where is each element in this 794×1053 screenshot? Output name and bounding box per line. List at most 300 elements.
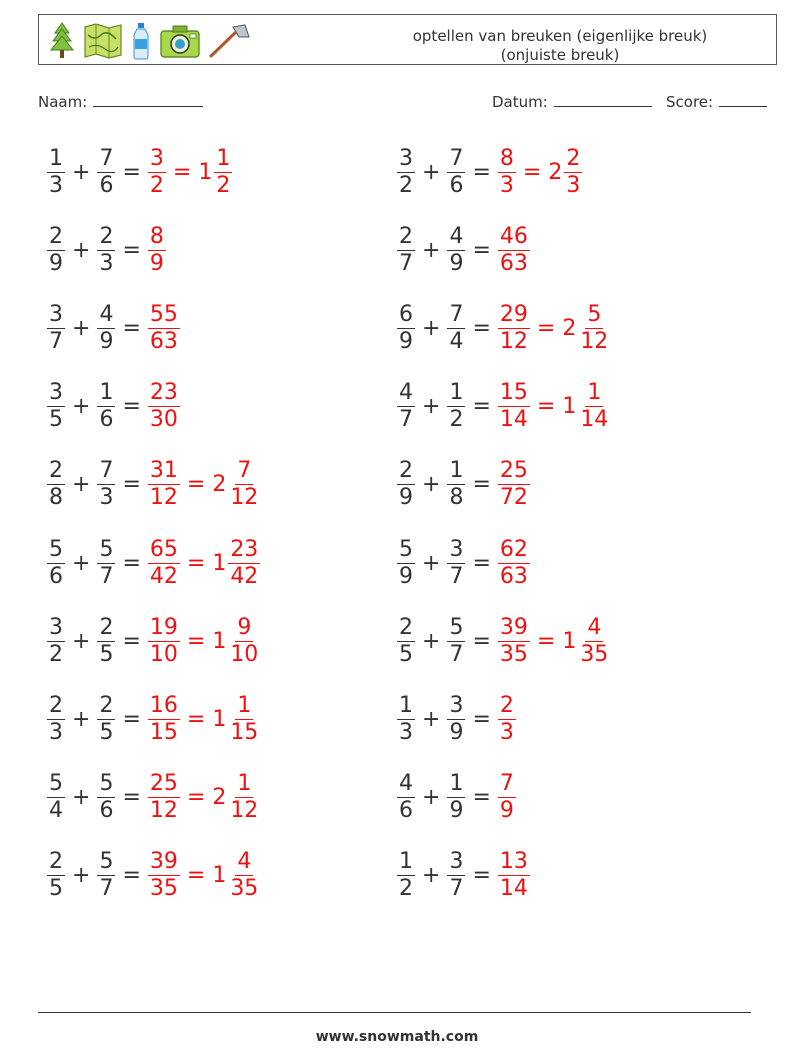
addend-1-numerator: 2 <box>49 849 63 875</box>
mixed-whole: 2 <box>212 785 227 811</box>
answer-fraction-denominator: 10 <box>149 641 178 667</box>
addend-1-denominator: 2 <box>399 876 413 902</box>
equals-sign: = <box>472 159 491 185</box>
addend-2-denominator: 3 <box>99 250 114 276</box>
mixed-fraction-denominator: 12 <box>230 485 259 511</box>
problem-11 <box>45 533 262 593</box>
equals-sign: = <box>122 159 141 185</box>
addend-2-numerator: 1 <box>449 771 464 797</box>
addend-2-numerator: 2 <box>99 614 114 640</box>
mixed-fraction <box>228 459 260 510</box>
addend-2 <box>97 381 115 432</box>
mixed-whole: 1 <box>212 628 227 654</box>
addend-1-numerator: 4 <box>399 771 413 797</box>
answer-fraction-denominator: 14 <box>499 876 528 902</box>
addend-1-denominator: 9 <box>399 485 413 511</box>
addend-2 <box>97 538 115 589</box>
equals-sign: = <box>472 394 491 420</box>
answer-fraction-numerator: 15 <box>499 380 528 406</box>
equals-sign: = <box>472 315 491 341</box>
plus-sign: + <box>422 628 441 654</box>
problem-9 <box>45 455 262 515</box>
addend-1-numerator: 5 <box>49 771 63 797</box>
mixed-fraction-numerator: 9 <box>237 614 252 640</box>
mixed-fraction <box>228 616 260 667</box>
mixed-fraction-numerator: 2 <box>566 145 581 171</box>
equals-sign-mixed: = <box>186 785 206 811</box>
mixed-fraction <box>214 147 232 198</box>
addend-2-denominator: 7 <box>99 563 114 589</box>
answer-fraction <box>148 772 180 823</box>
addend-2-numerator: 3 <box>449 536 464 562</box>
mixed-fraction-numerator: 1 <box>237 771 252 797</box>
equals-sign-mixed: = <box>536 394 556 420</box>
addend-1-denominator: 9 <box>399 563 413 589</box>
answer-fraction-numerator: 31 <box>149 458 178 484</box>
equals-sign: = <box>122 628 141 654</box>
camera-icon <box>159 23 201 59</box>
plus-sign: + <box>422 159 441 185</box>
addend-2-denominator: 9 <box>449 250 464 276</box>
mixed-fraction-denominator: 12 <box>580 328 609 354</box>
problem-10 <box>395 455 532 515</box>
plus-sign: + <box>72 237 91 263</box>
addend-1-denominator: 5 <box>49 876 63 902</box>
addend-2 <box>97 694 115 745</box>
plus-sign: + <box>72 315 91 341</box>
mixed-fraction-numerator: 1 <box>237 692 252 718</box>
addend-2-denominator: 9 <box>449 719 464 745</box>
answer-fraction-numerator: 25 <box>149 771 178 797</box>
answer-fraction-numerator: 2 <box>499 692 514 718</box>
addend-1 <box>397 616 415 667</box>
addend-2-numerator: 3 <box>449 692 464 718</box>
addend-2-numerator: 7 <box>99 458 114 484</box>
tree-icon <box>47 21 77 61</box>
addend-2-numerator: 1 <box>449 458 464 484</box>
addend-2 <box>97 772 115 823</box>
addend-2-denominator: 9 <box>99 328 114 354</box>
answer-fraction-denominator: 63 <box>499 250 528 276</box>
name-field[interactable] <box>38 92 203 111</box>
mixed-whole: 1 <box>198 159 213 185</box>
addend-2 <box>447 694 465 745</box>
addend-1-numerator: 4 <box>399 380 413 406</box>
answer-fraction-numerator: 3 <box>149 145 164 171</box>
problem-13 <box>45 611 262 671</box>
addend-1-numerator: 1 <box>49 145 63 171</box>
addend-2 <box>97 303 115 354</box>
answer-fraction-denominator: 42 <box>149 563 178 589</box>
title-line-2: (onjuiste breuk) <box>500 46 620 64</box>
addend-1 <box>47 303 65 354</box>
addend-2-denominator: 7 <box>449 641 464 667</box>
equals-sign-mixed: = <box>186 472 206 498</box>
addend-1 <box>47 694 65 745</box>
answer-fraction <box>498 225 530 276</box>
problem-20 <box>395 846 532 906</box>
addend-1 <box>397 694 415 745</box>
footer-url: www.snowmath.com <box>315 1029 479 1045</box>
addend-1-denominator: 3 <box>49 719 63 745</box>
problem-8 <box>395 377 612 437</box>
mixed-whole: 1 <box>212 706 227 732</box>
problem-16 <box>395 689 518 749</box>
score-field[interactable] <box>666 92 767 111</box>
plus-sign: + <box>72 863 91 889</box>
answer-fraction <box>498 459 530 510</box>
name-line[interactable] <box>93 92 203 107</box>
mixed-fraction-numerator: 1 <box>216 145 231 171</box>
addend-1 <box>397 225 415 276</box>
addend-1-numerator: 2 <box>49 223 63 249</box>
answer-fraction-numerator: 8 <box>499 145 514 171</box>
plus-sign: + <box>72 550 91 576</box>
addend-1 <box>397 850 415 901</box>
answer-fraction-denominator: 14 <box>499 407 528 433</box>
mixed-whole: 1 <box>212 550 227 576</box>
addend-2-denominator: 7 <box>449 563 464 589</box>
problem-3 <box>45 220 168 280</box>
addend-2 <box>97 616 115 667</box>
addend-1 <box>47 381 65 432</box>
worksheet-title <box>380 27 740 65</box>
addend-2-numerator: 7 <box>99 145 114 171</box>
mixed-whole: 2 <box>212 472 227 498</box>
addend-2-numerator: 2 <box>99 223 114 249</box>
addend-2 <box>447 381 465 432</box>
equals-sign: = <box>122 315 141 341</box>
mixed-fraction-denominator: 12 <box>230 798 259 824</box>
answer-fraction <box>498 303 530 354</box>
equals-sign: = <box>122 863 141 889</box>
equals-sign: = <box>122 785 141 811</box>
addend-1-denominator: 2 <box>49 641 63 667</box>
mixed-fraction <box>564 147 582 198</box>
addend-1 <box>47 147 65 198</box>
plus-sign: + <box>72 628 91 654</box>
addend-1-numerator: 3 <box>49 614 63 640</box>
answer-fraction-denominator: 63 <box>499 563 528 589</box>
problem-1 <box>45 142 234 202</box>
addend-1-numerator: 3 <box>49 301 63 327</box>
equals-sign-mixed: = <box>186 706 206 732</box>
addend-2-numerator: 3 <box>449 849 464 875</box>
equals-sign: = <box>122 706 141 732</box>
equals-sign-mixed: = <box>186 628 206 654</box>
mixed-fraction-numerator: 1 <box>587 380 602 406</box>
mixed-fraction-numerator: 7 <box>237 458 252 484</box>
addend-1 <box>47 850 65 901</box>
mixed-fraction-numerator: 4 <box>237 849 252 875</box>
addend-1-numerator: 2 <box>49 692 63 718</box>
answer-fraction-numerator: 25 <box>499 458 528 484</box>
mixed-fraction <box>578 381 610 432</box>
plus-sign: + <box>422 706 441 732</box>
mixed-whole: 2 <box>548 159 563 185</box>
addend-2 <box>97 147 115 198</box>
header-icons <box>47 21 251 61</box>
mixed-fraction-denominator: 35 <box>230 876 259 902</box>
problem-4 <box>395 220 532 280</box>
addend-1-numerator: 3 <box>49 380 63 406</box>
equals-sign: = <box>122 237 141 263</box>
water-bottle-icon <box>129 21 153 61</box>
answer-fraction-numerator: 46 <box>499 223 528 249</box>
score-line[interactable] <box>719 92 767 107</box>
answer-fraction-denominator: 9 <box>149 250 164 276</box>
addend-1-numerator: 6 <box>399 301 413 327</box>
mixed-whole: 1 <box>562 628 577 654</box>
addend-2-numerator: 4 <box>449 223 464 249</box>
answer-fraction-denominator: 2 <box>149 172 164 198</box>
problem-18 <box>395 768 518 828</box>
addend-2-numerator: 5 <box>99 536 114 562</box>
answer-fraction-numerator: 8 <box>149 223 164 249</box>
answer-fraction-numerator: 55 <box>149 301 178 327</box>
mixed-fraction-numerator: 5 <box>587 301 602 327</box>
addend-1-numerator: 1 <box>399 849 413 875</box>
answer-fraction <box>148 303 180 354</box>
addend-2 <box>447 850 465 901</box>
equals-sign: = <box>472 472 491 498</box>
addend-2-denominator: 2 <box>449 407 464 433</box>
plus-sign: + <box>422 237 441 263</box>
answer-fraction <box>498 616 530 667</box>
plus-sign: + <box>422 472 441 498</box>
problem-19 <box>45 846 262 906</box>
plus-sign: + <box>422 315 441 341</box>
equals-sign: = <box>122 550 141 576</box>
problem-12 <box>395 533 532 593</box>
addend-1-numerator: 2 <box>399 458 413 484</box>
equals-sign-mixed: = <box>186 550 206 576</box>
answer-fraction <box>498 850 530 901</box>
answer-fraction-numerator: 16 <box>149 692 178 718</box>
name-label: Naam: <box>38 93 88 111</box>
addend-1-numerator: 5 <box>399 536 413 562</box>
addend-1-denominator: 6 <box>49 563 63 589</box>
answer-fraction <box>148 616 180 667</box>
addend-1-denominator: 8 <box>49 485 63 511</box>
problem-14 <box>395 611 612 671</box>
mixed-fraction-numerator: 23 <box>230 536 259 562</box>
addend-2 <box>447 459 465 510</box>
addend-1 <box>397 147 415 198</box>
mixed-fraction-denominator: 3 <box>566 172 581 198</box>
problem-5 <box>45 298 182 358</box>
problem-2 <box>395 142 584 202</box>
answer-fraction-denominator: 30 <box>149 407 178 433</box>
answer-fraction <box>498 381 530 432</box>
addend-1-numerator: 2 <box>399 614 413 640</box>
addend-2-denominator: 6 <box>449 172 464 198</box>
mixed-fraction <box>578 303 610 354</box>
addend-1 <box>397 459 415 510</box>
axe-icon <box>207 23 251 59</box>
mixed-whole: 1 <box>212 863 227 889</box>
addend-1 <box>397 538 415 589</box>
addend-2 <box>97 225 115 276</box>
header-box <box>38 14 777 65</box>
addend-2-denominator: 5 <box>99 719 114 745</box>
date-field[interactable] <box>492 92 652 111</box>
date-label: Datum: <box>492 93 548 111</box>
addend-2 <box>447 616 465 667</box>
addend-1 <box>397 381 415 432</box>
answer-fraction <box>148 147 166 198</box>
answer-fraction <box>148 459 180 510</box>
addend-2-numerator: 1 <box>99 380 114 406</box>
score-label: Score: <box>666 93 714 111</box>
addend-2-denominator: 4 <box>449 328 464 354</box>
plus-sign: + <box>72 472 91 498</box>
mixed-fraction-denominator: 42 <box>230 563 259 589</box>
mixed-fraction <box>228 772 260 823</box>
addend-1-denominator: 7 <box>49 328 63 354</box>
addend-1 <box>397 303 415 354</box>
mixed-fraction <box>228 694 260 745</box>
answer-fraction-denominator: 72 <box>499 485 528 511</box>
mixed-fraction-denominator: 10 <box>230 641 259 667</box>
equals-sign: = <box>472 628 491 654</box>
addend-1-denominator: 6 <box>399 798 413 824</box>
mixed-whole: 1 <box>562 394 577 420</box>
answer-fraction <box>498 147 516 198</box>
addend-2-denominator: 9 <box>449 798 464 824</box>
answer-fraction <box>148 538 180 589</box>
answer-fraction <box>148 694 180 745</box>
addend-1-denominator: 5 <box>399 641 413 667</box>
addend-2-denominator: 3 <box>99 485 114 511</box>
equals-sign-mixed: = <box>536 315 556 341</box>
mixed-fraction <box>228 850 260 901</box>
answer-fraction <box>498 772 516 823</box>
addend-2-numerator: 2 <box>99 692 114 718</box>
addend-1 <box>47 538 65 589</box>
mixed-fraction-denominator: 14 <box>580 407 609 433</box>
problem-17 <box>45 768 262 828</box>
footer-divider <box>38 1012 751 1013</box>
date-line[interactable] <box>554 92 652 107</box>
mixed-fraction-numerator: 4 <box>587 614 602 640</box>
addend-2 <box>97 459 115 510</box>
addend-1-numerator: 3 <box>399 145 413 171</box>
addend-2 <box>447 225 465 276</box>
addend-2-denominator: 5 <box>99 641 114 667</box>
mixed-fraction <box>228 538 260 589</box>
addend-2-denominator: 7 <box>99 876 114 902</box>
equals-sign: = <box>472 550 491 576</box>
plus-sign: + <box>72 159 91 185</box>
answer-fraction-denominator: 3 <box>499 719 514 745</box>
answer-fraction-numerator: 19 <box>149 614 178 640</box>
equals-sign-mixed: = <box>522 159 542 185</box>
answer-fraction-numerator: 65 <box>149 536 178 562</box>
plus-sign: + <box>72 785 91 811</box>
mixed-fraction-denominator: 15 <box>230 719 259 745</box>
equals-sign: = <box>472 785 491 811</box>
equals-sign: = <box>472 863 491 889</box>
addend-1 <box>47 616 65 667</box>
addend-1-denominator: 4 <box>49 798 63 824</box>
equals-sign: = <box>472 706 491 732</box>
plus-sign: + <box>422 550 441 576</box>
addend-2-numerator: 7 <box>449 301 464 327</box>
problem-15 <box>45 689 262 749</box>
answer-fraction-denominator: 15 <box>149 719 178 745</box>
answer-fraction-numerator: 23 <box>149 380 178 406</box>
addend-1 <box>47 459 65 510</box>
plus-sign: + <box>422 394 441 420</box>
addend-1-denominator: 7 <box>399 407 413 433</box>
answer-fraction-denominator: 12 <box>149 485 178 511</box>
answer-fraction-numerator: 39 <box>499 614 528 640</box>
answer-fraction-numerator: 13 <box>499 849 528 875</box>
addend-2-numerator: 5 <box>99 849 114 875</box>
addend-2-numerator: 5 <box>449 614 464 640</box>
addend-1-denominator: 2 <box>399 172 413 198</box>
answer-fraction-denominator: 35 <box>499 641 528 667</box>
equals-sign: = <box>122 394 141 420</box>
answer-fraction-denominator: 63 <box>149 328 178 354</box>
mixed-whole: 2 <box>562 315 577 341</box>
answer-fraction <box>498 694 516 745</box>
addend-2-denominator: 6 <box>99 172 114 198</box>
addend-1-denominator: 3 <box>399 719 413 745</box>
mixed-fraction-denominator: 2 <box>216 172 231 198</box>
answer-fraction-denominator: 12 <box>499 328 528 354</box>
addend-2-denominator: 6 <box>99 798 114 824</box>
plus-sign: + <box>72 706 91 732</box>
addend-2 <box>447 147 465 198</box>
addend-1-numerator: 5 <box>49 536 63 562</box>
addend-2 <box>447 772 465 823</box>
addend-2 <box>447 538 465 589</box>
problem-6 <box>395 298 612 358</box>
addend-1-denominator: 9 <box>49 250 63 276</box>
answer-fraction-denominator: 35 <box>149 876 178 902</box>
answer-fraction <box>148 225 166 276</box>
plus-sign: + <box>72 394 91 420</box>
addend-1-denominator: 5 <box>49 407 63 433</box>
answer-fraction-numerator: 7 <box>499 771 514 797</box>
answer-fraction-denominator: 12 <box>149 798 178 824</box>
answer-fraction-numerator: 39 <box>149 849 178 875</box>
plus-sign: + <box>422 785 441 811</box>
addend-2-numerator: 4 <box>99 301 114 327</box>
answer-fraction <box>148 381 180 432</box>
addend-2-denominator: 8 <box>449 485 464 511</box>
map-icon <box>83 23 123 59</box>
addend-2-numerator: 7 <box>449 145 464 171</box>
answer-fraction-denominator: 3 <box>499 172 514 198</box>
equals-sign: = <box>472 237 491 263</box>
equals-sign-mixed: = <box>536 628 556 654</box>
equals-sign: = <box>122 472 141 498</box>
problem-7 <box>45 377 182 437</box>
addend-1 <box>47 225 65 276</box>
addend-2-denominator: 7 <box>449 876 464 902</box>
answer-fraction <box>498 538 530 589</box>
addend-1 <box>47 772 65 823</box>
addend-2 <box>97 850 115 901</box>
mixed-fraction-denominator: 35 <box>580 641 609 667</box>
mixed-fraction <box>578 616 610 667</box>
addend-2-numerator: 5 <box>99 771 114 797</box>
addend-1-numerator: 2 <box>399 223 413 249</box>
answer-fraction-denominator: 9 <box>499 798 514 824</box>
